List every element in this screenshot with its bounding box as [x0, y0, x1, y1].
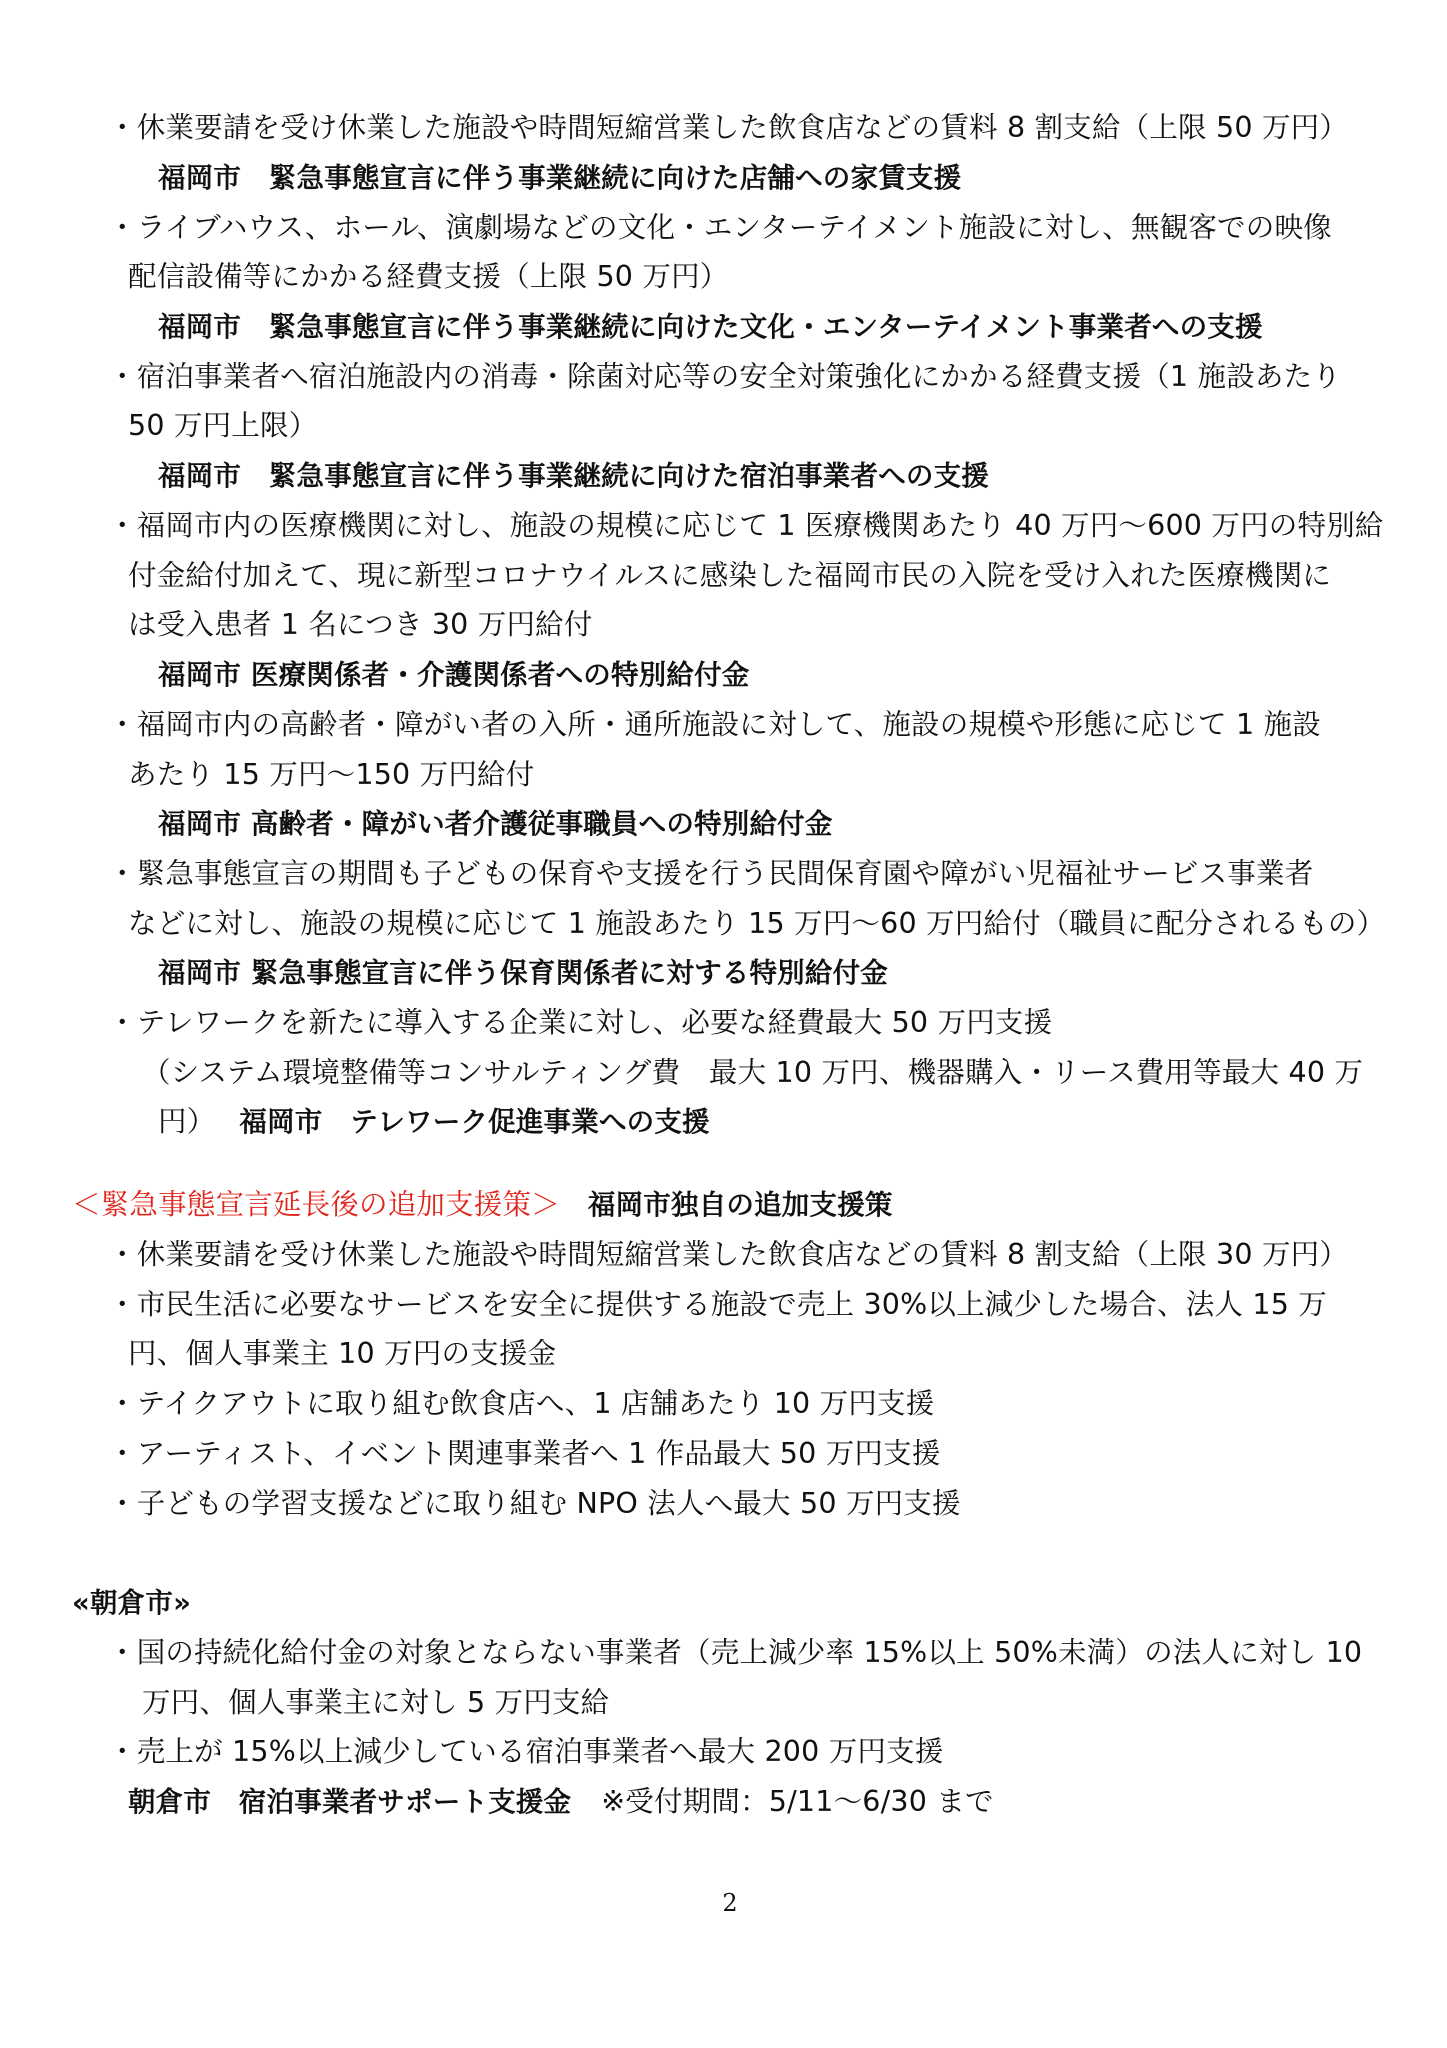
- fukuoka-item-6-program: 福岡市 緊急事態宣言に伴う保育関係者に対する特別給付金: [158, 957, 888, 989]
- fukuoka-item-3-line-1: ・宿泊事業者へ宿泊施設内の消毒・除菌対応等の安全対策強化にかかる経費支援（1 施設あたり: [108, 360, 1341, 393]
- fukuoka-item-4-line-2: 付金給付加えて、現に新型コロナウイルスに感染した福岡市民の入院を受け入れた医療機関に: [128, 559, 1332, 592]
- additional-item-2-line-2: 円、個人事業主 10 万円の支援金: [128, 1337, 557, 1370]
- fukuoka-item-4-program: 福岡市 医療関係者・介護関係者への特別給付金: [158, 659, 750, 691]
- additional-section-heading-line: [72, 1187, 893, 1223]
- asakura-item-1-line-2: 万円、個人事業主に対し 5 万円支給: [142, 1686, 610, 1719]
- fukuoka-item-4-line-3: は受入患者 1 名につき 30 万円給付: [128, 608, 593, 641]
- asakura-period: ※受付期間：5/11～6/30 まで: [601, 1785, 994, 1818]
- fukuoka-item-3-program: 福岡市 緊急事態宣言に伴う事業継続に向けた宿泊事業者への支援: [158, 460, 989, 492]
- fukuoka-item-7-line-1: ・テレワークを新たに導入する企業に対し、必要な経費最大 50 万円支援: [108, 1006, 1053, 1039]
- asakura-item-1-line-1: ・国の持続化給付金の対象とならない事業者（売上減少率 15%以上 50%未満）の法人に対し 10: [108, 1636, 1363, 1669]
- asakura-item-2: ・売上が 15%以上減少している宿泊事業者へ最大 200 万円支援: [108, 1735, 944, 1768]
- additional-section-subheading: 福岡市独自の追加支援策: [587, 1189, 893, 1221]
- fukuoka-item-3-line-2: 50 万円上限）: [128, 409, 318, 442]
- fukuoka-item-7-program: 福岡市 テレワーク促進事業への支援: [239, 1106, 710, 1138]
- fukuoka-item-5-program: 福岡市 高齢者・障がい者介護従事職員への特別給付金: [158, 808, 833, 840]
- fukuoka-item-4-line-1: ・福岡市内の医療機関に対し、施設の規模に応じて 1 医療機関あたり 40 万円～600 万円の特別給: [108, 509, 1384, 542]
- fukuoka-item-7-line-2: （システム環境整備等コンサルティング費 最大 10 万円、機器購入・リース費用等最大 40 万: [142, 1056, 1364, 1089]
- additional-section-heading: ＜緊急事態宣言延長後の追加支援策＞: [72, 1188, 560, 1221]
- fukuoka-item-7-line-3-prefix: 円）: [158, 1105, 216, 1138]
- additional-item-1: ・休業要請を受け休業した施設や時間短縮営業した飲食店などの賃料 8 割支給（上限 30 万円）: [108, 1238, 1349, 1271]
- asakura-program: 朝倉市 宿泊事業者サポート支援金: [128, 1786, 572, 1818]
- fukuoka-item-6-line-2: などに対し、施設の規模に応じて 1 施設あたり 15 万円～60 万円給付（職員に配分されるもの）: [128, 907, 1386, 940]
- additional-item-3: ・テイクアウトに取り組む飲食店へ、1 店舗あたり 10 万円支援: [108, 1387, 935, 1420]
- fukuoka-item-2-program: 福岡市 緊急事態宣言に伴う事業継続に向けた文化・エンターテイメント事業者への支援: [158, 311, 1263, 343]
- fukuoka-item-7-line-3: [158, 1104, 710, 1140]
- fukuoka-item-5-line-1: ・福岡市内の高齢者・障がい者の入所・通所施設に対して、施設の規模や形態に応じて 1 施設: [108, 708, 1321, 741]
- additional-item-4: ・アーティスト、イベント関連事業者へ 1 作品最大 50 万円支援: [108, 1437, 941, 1470]
- fukuoka-item-1-program: 福岡市 緊急事態宣言に伴う事業継続に向けた店舗への家賃支援: [158, 162, 962, 194]
- asakura-heading: «朝倉市»: [72, 1587, 192, 1619]
- fukuoka-item-5-line-2: あたり 15 万円～150 万円給付: [128, 758, 535, 791]
- fukuoka-item-1-line-1: ・休業要請を受け休業した施設や時間短縮営業した飲食店などの賃料 8 割支給（上限 50 万円）: [108, 111, 1349, 144]
- fukuoka-item-2-line-1: ・ライブハウス、ホール、演劇場などの文化・エンターテイメント施設に対し、無観客での映像: [108, 211, 1332, 244]
- page-number: 2: [722, 1889, 738, 1917]
- fukuoka-item-6-line-1: ・緊急事態宣言の期間も子どもの保育や支援を行う民間保育園や障がい児福祉サービス事業者: [108, 857, 1314, 890]
- additional-item-5: ・子どもの学習支援などに取り組む NPO 法人へ最大 50 万円支援: [108, 1487, 961, 1520]
- asakura-program-line: [128, 1784, 994, 1820]
- additional-item-2-line-1: ・市民生活に必要なサービスを安全に提供する施設で売上 30%以上減少した場合、法人 15 万: [108, 1288, 1327, 1321]
- fukuoka-item-2-line-2: 配信設備等にかかる経費支援（上限 50 万円）: [128, 260, 729, 293]
